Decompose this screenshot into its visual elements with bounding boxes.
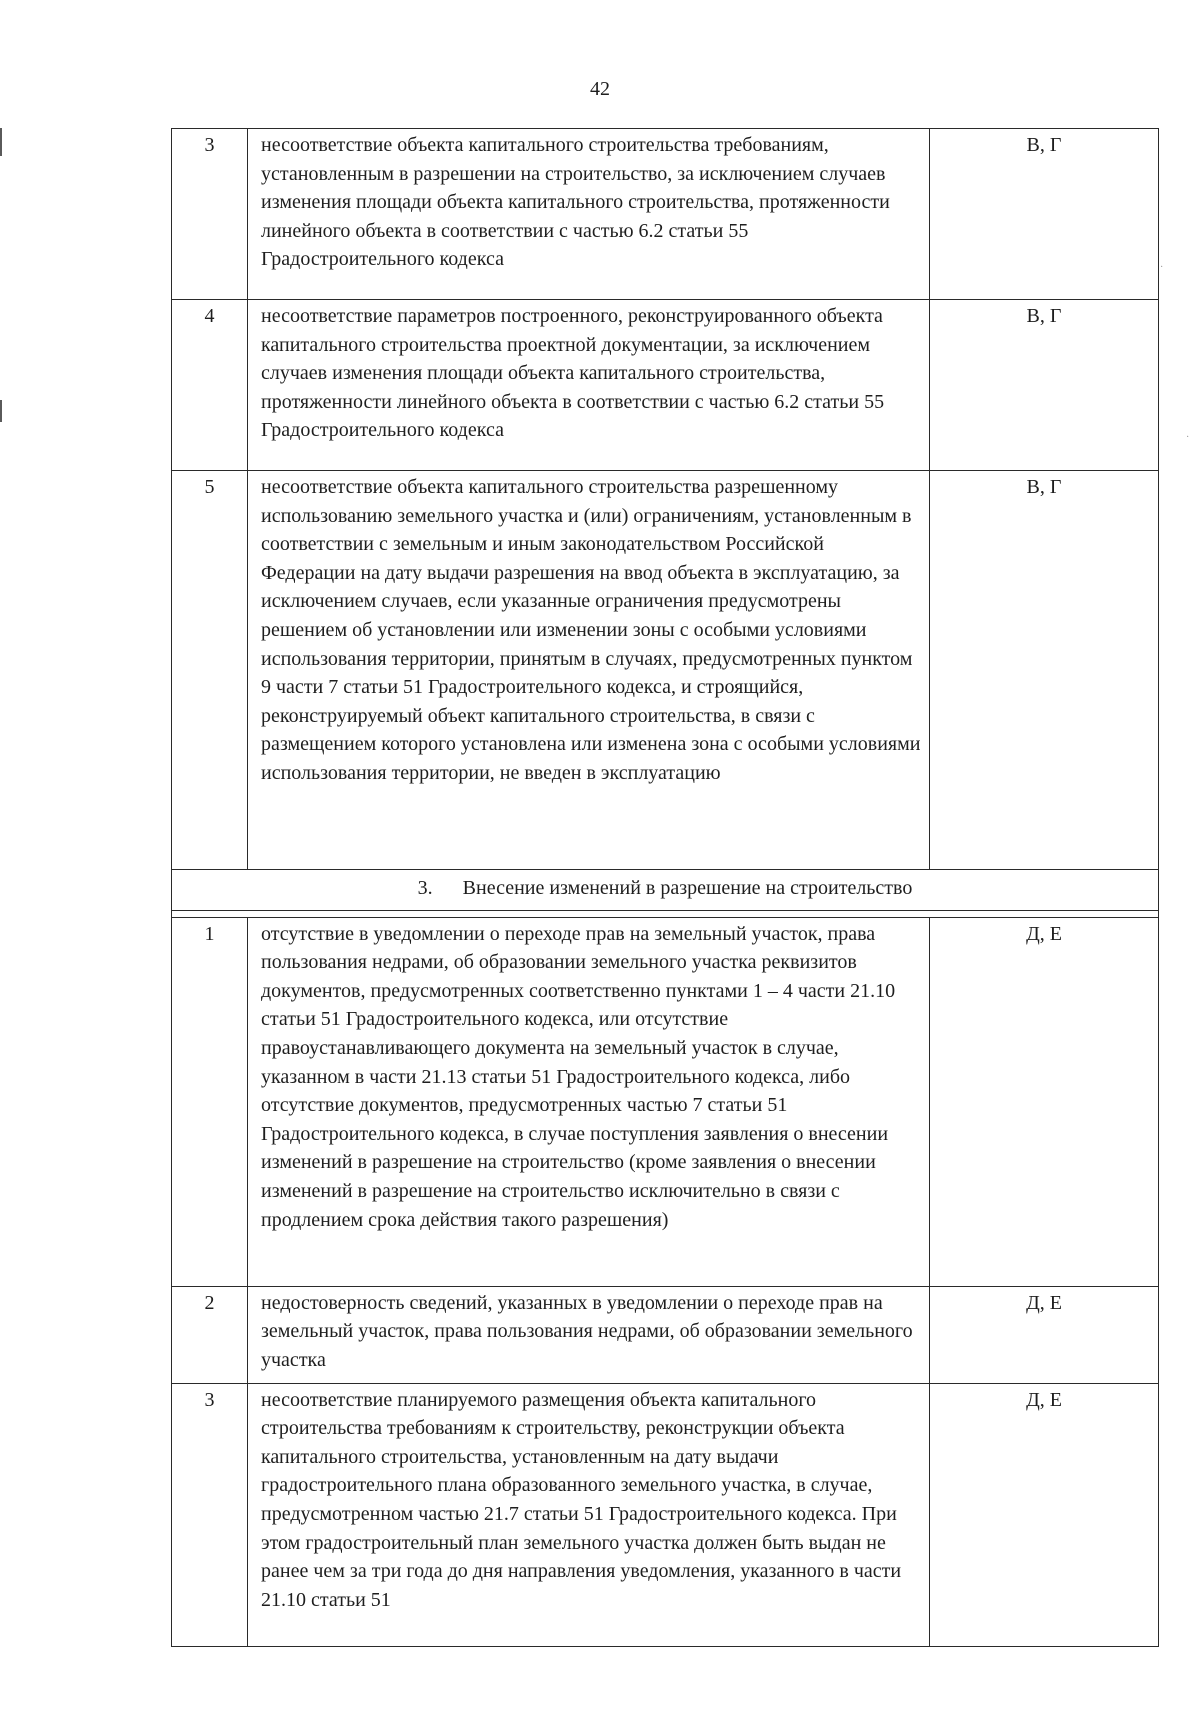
row-number: 1 <box>172 917 248 1286</box>
row-code: Д, Е <box>930 917 1159 1286</box>
table-row <box>172 917 1159 1286</box>
section-heading <box>172 870 1159 911</box>
row-number: 5 <box>172 471 248 870</box>
row-number: 2 <box>172 1286 248 1383</box>
row-number: 3 <box>172 129 248 300</box>
table-row <box>172 471 1159 870</box>
row-ground-text: несоответствие объекта капитального строительства разрешенному использованию земельного участка и (или) ограничениям, установленным в соответствии с земельным и иным законодательством Российской Федерации на дату выдачи разрешения на ввод объекта в эксплуатацию, за исключением случаев, если указанные ограничения предусмотрены решением об установлении или изменении зоны с особыми условиями использования территории, принятым в случаях, предусмотренных пунктом 9 части 7 статьи 51 Градостроительного кодекса, и строящийся, реконструируемый объект капитального строительства, в связи с размещением которого установлена или изменена зона с особыми условиями использования территории, не введен в эксплуатацию <box>248 471 930 870</box>
page-number: 42 <box>590 78 610 100</box>
table-row <box>172 129 1159 300</box>
section-number: 3. <box>417 877 433 899</box>
row-code: Д, Е <box>930 1383 1159 1646</box>
section-title: Внесение изменений в разрешение на строительство <box>462 877 913 899</box>
grounds-table <box>171 128 1159 1647</box>
table-row <box>172 1383 1159 1646</box>
row-number: 3 <box>172 1383 248 1646</box>
row-ground-text: отсутствие в уведомлении о переходе прав на земельный участок, права пользования недрами, об образовании земельного участка реквизитов документов, предусмотренных соответственно пунктами 1 – 4 части 21.10 статьи 51 Градостроительного кодекса, или отсутствие правоустанавливающего документа на земельный участок в случае, указанном в части 21.13 статьи 51 Градостроительного кодекса, либо отсутствие документов, предусмотренных частью 7 статьи 51 Градостроительного кодекса, в случае поступления заявления о внесении изменений в разрешение на строительство (кроме заявления о внесении изменений в разрешение на строительство исключительно в связи с продлением срока действия такого разрешения) <box>248 917 930 1286</box>
row-ground-text: несоответствие объекта капитального строительства требованиям, установленным в разрешении на строительство, за исключением случаев изменения площади объекта капитального строительства, протяженности линейного объекта в соответствии с частью 6.2 статьи 55 Градостроительного кодекса <box>248 129 930 300</box>
row-code: В, Г <box>930 300 1159 471</box>
row-code: В, Г <box>930 129 1159 300</box>
row-code: В, Г <box>930 471 1159 870</box>
table-row <box>172 300 1159 471</box>
section-heading-row <box>172 870 1159 911</box>
scan-speck: · <box>1186 432 1190 443</box>
row-number: 4 <box>172 300 248 471</box>
scan-edge-mark <box>0 128 2 156</box>
section-gap <box>172 910 1159 917</box>
scan-edge-mark <box>0 400 2 422</box>
table-row <box>172 1286 1159 1383</box>
row-code: Д, Е <box>930 1286 1159 1383</box>
row-ground-text: несоответствие параметров построенного, реконструированного объекта капитального строительства проектной документации, за исключением случаев изменения площади объекта капитального строительства, протяженности линейного объекта в соответствии с частью 6.2 статьи 55 Градостроительного кодекса <box>248 300 930 471</box>
scan-speck: · <box>1160 262 1164 273</box>
row-ground-text: недостоверность сведений, указанных в уведомлении о переходе прав на земельный участок, права пользования недрами, об образовании земельного участка <box>248 1286 930 1383</box>
row-ground-text: несоответствие планируемого размещения объекта капитального строительства требованиям к строительству, реконструкции объекта капитального строительства, установленным на дату выдачи градостроительного плана образованного земельного участка, в случае, предусмотренном частью 21.7 статьи 51 Градостроительного кодекса. При этом градостроительный план земельного участка должен быть выдан не ранее чем за три года до дня направления уведомления, указанного в части 21.10 статьи 51 <box>248 1383 930 1646</box>
